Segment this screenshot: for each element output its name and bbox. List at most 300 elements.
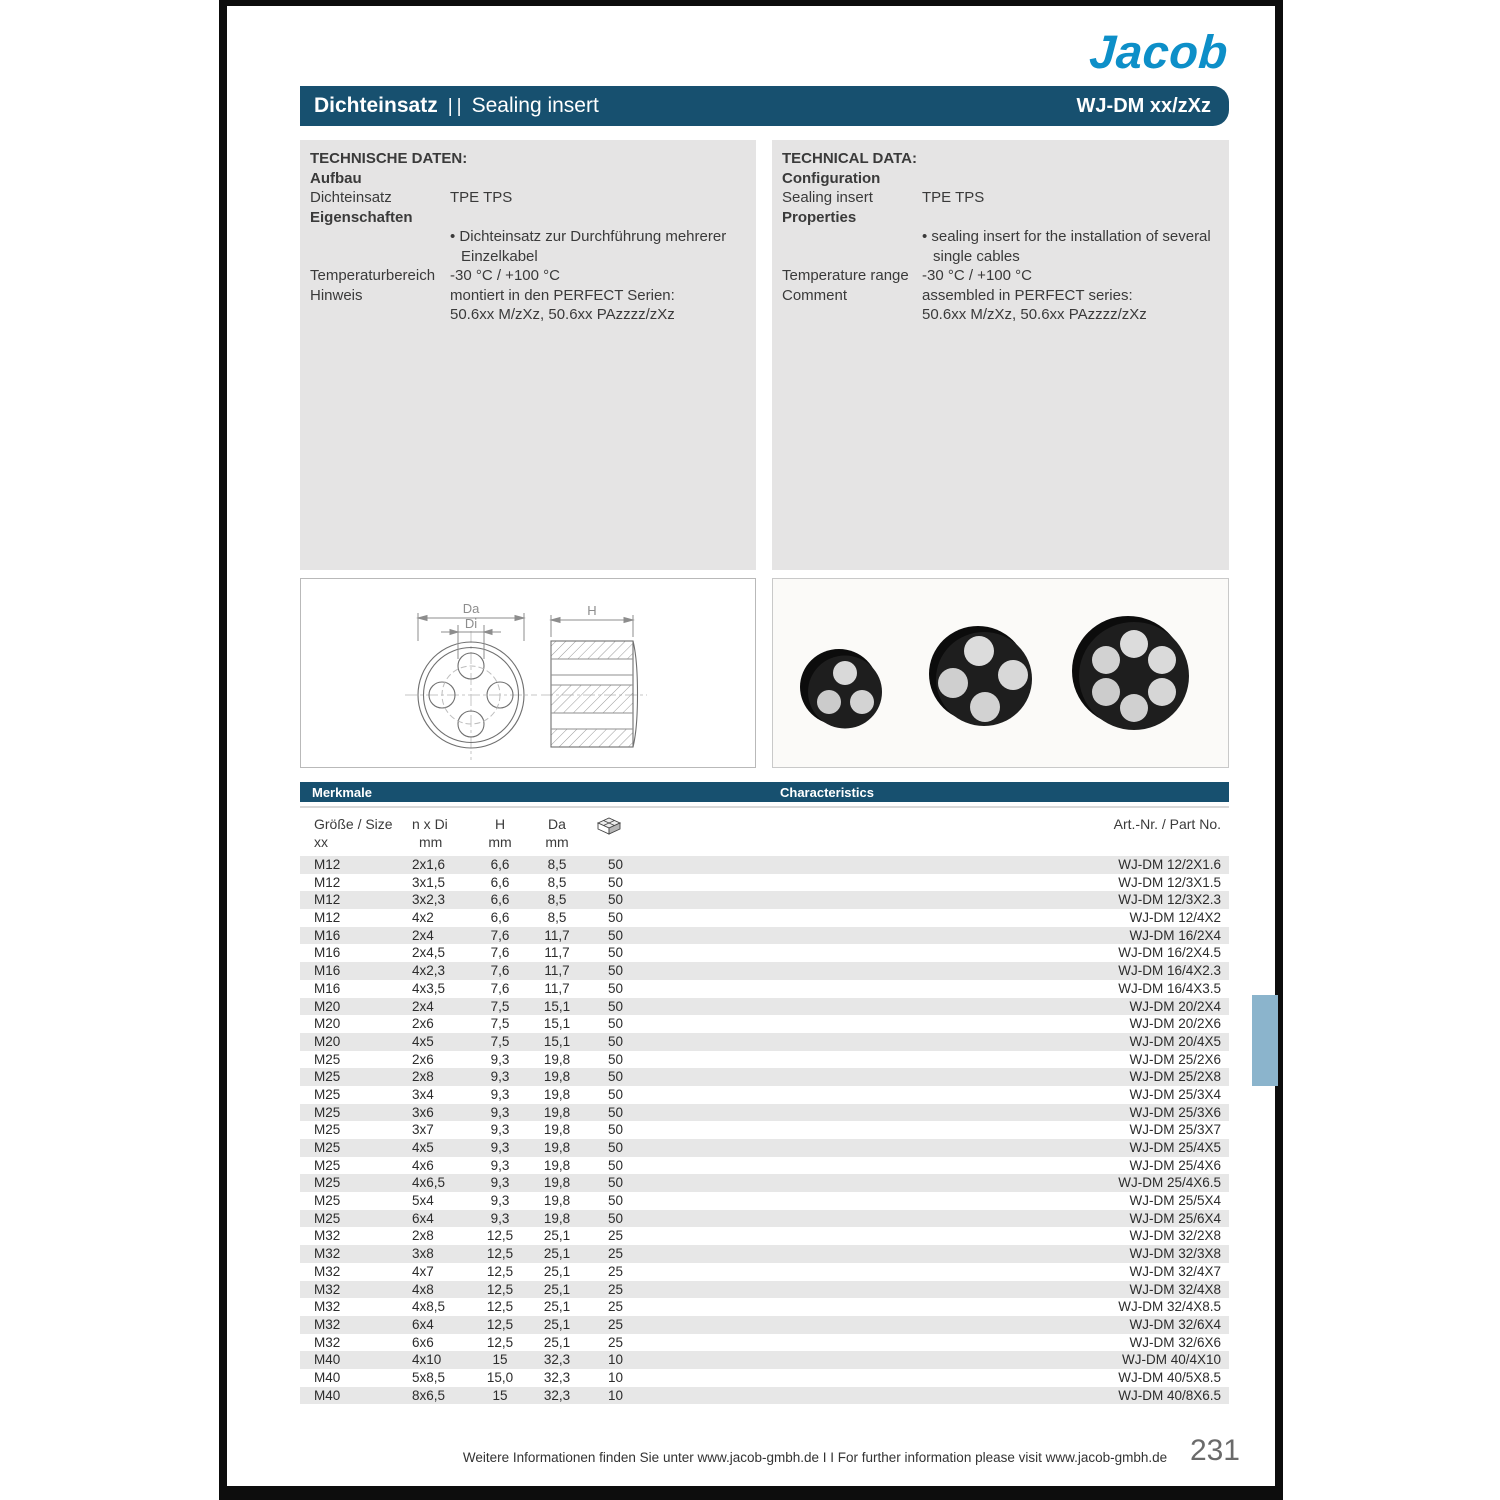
cell-part-no: WJ-DM 25/4X6.5: [1118, 1175, 1221, 1191]
cell-qty: 50: [608, 1069, 624, 1085]
tech-data-label: Configuration: [782, 169, 881, 187]
cell-qty: 50: [608, 892, 624, 908]
cell-size: M20: [314, 1016, 341, 1032]
cell-qty: 25: [608, 1228, 624, 1244]
cell-n-x-di: 8x6,5: [412, 1387, 446, 1403]
tech-data-value: • Dichteinsatz zur Durchführung mehrerer: [450, 228, 727, 245]
cell-qty: 50: [608, 1210, 624, 1226]
cell-size: M16: [314, 945, 341, 961]
cell-da: 15,1: [543, 1016, 571, 1032]
cell-size: M25: [314, 1175, 341, 1191]
cell-qty: 25: [608, 1316, 624, 1332]
cell-qty: 50: [608, 1051, 624, 1067]
cell-h: 12,5: [486, 1316, 514, 1332]
cell-h: 15,0: [486, 1369, 514, 1385]
cell-qty: 10: [608, 1352, 624, 1368]
cell-size: M40: [314, 1352, 341, 1368]
table-row: [300, 1174, 1229, 1192]
tech-data-line: [782, 208, 1219, 228]
table-body: [300, 856, 1229, 1404]
cell-da: 25,1: [543, 1299, 571, 1315]
cell-size: M25: [314, 1051, 341, 1067]
cell-n-x-di: 2x4: [412, 927, 434, 943]
cell-size: M16: [314, 963, 341, 979]
insert-6-holes: [1072, 616, 1189, 730]
cell-da: 32,3: [543, 1352, 571, 1368]
tech-data-value: [450, 169, 746, 189]
cell-part-no: WJ-DM 40/4X10: [1121, 1352, 1221, 1368]
cell-da: 25,1: [543, 1334, 571, 1350]
product-title-de: Dichteinsatz: [314, 94, 438, 117]
product-photo: [772, 578, 1229, 768]
cell-h: 9,3: [490, 1193, 510, 1209]
cell-part-no: WJ-DM 12/4X2: [1129, 910, 1221, 926]
table-row: [300, 1086, 1229, 1104]
cell-part-no: WJ-DM 16/4X3.5: [1118, 980, 1221, 996]
title-bar: [300, 86, 1229, 126]
cell-n-x-di: 4x5: [412, 1033, 434, 1049]
table-row: [300, 1139, 1229, 1157]
cell-size: M20: [314, 998, 341, 1014]
cell-da: 15,1: [543, 998, 571, 1014]
cell-qty: 50: [608, 910, 624, 926]
cell-part-no: WJ-DM 32/2X8: [1129, 1228, 1221, 1244]
cell-qty: 50: [608, 1157, 624, 1173]
cell-n-x-di: 4x8,5: [412, 1299, 446, 1315]
cell-n-x-di: 2x8: [412, 1228, 434, 1244]
cell-h: 12,5: [486, 1228, 514, 1244]
section-label-en: Characteristics: [780, 785, 874, 800]
cell-da: 11,7: [544, 945, 570, 961]
cell-h: 7,6: [490, 927, 510, 943]
cell-qty: 25: [608, 1334, 624, 1350]
cell-size: M12: [314, 857, 341, 872]
cell-size: M25: [314, 1193, 341, 1209]
cell-h: 12,5: [486, 1299, 514, 1315]
cell-n-x-di: 2x4,5: [412, 945, 446, 961]
cell-qty: 25: [608, 1263, 624, 1279]
page-border-left: [219, 0, 227, 1500]
table-row: [300, 1369, 1229, 1387]
cell-part-no: WJ-DM 12/2X1.6: [1118, 857, 1221, 872]
cell-h: 12,5: [486, 1246, 514, 1262]
tech-data-value: [922, 149, 1219, 169]
cell-n-x-di: 2x4: [412, 998, 434, 1014]
cell-part-no: WJ-DM 25/6X4: [1129, 1210, 1221, 1226]
cell-da: 25,1: [543, 1246, 571, 1262]
cell-h: 6,6: [490, 910, 510, 926]
tech-data-line: [310, 305, 746, 325]
table-row: [300, 1298, 1229, 1316]
tech-data-line: [310, 208, 746, 228]
tech-data-label: Temperature range: [782, 267, 909, 284]
tech-data-panel-de: [300, 140, 756, 570]
cell-part-no: WJ-DM 16/2X4.5: [1118, 945, 1221, 961]
tech-data-value: TPE TPS: [450, 189, 513, 206]
cell-h: 6,6: [490, 857, 510, 872]
page-border-right: [1275, 0, 1283, 1500]
cell-size: M20: [314, 1033, 341, 1049]
insert-3-holes: [800, 649, 882, 729]
cell-n-x-di: 3x7: [412, 1122, 434, 1138]
cell-qty: 25: [608, 1299, 624, 1315]
cell-size: M32: [314, 1281, 341, 1297]
cell-n-x-di: 2x8: [412, 1069, 434, 1085]
cell-qty: 50: [608, 945, 624, 961]
cell-da: 19,8: [543, 1175, 571, 1191]
cell-h: 9,3: [490, 1104, 510, 1120]
tech-data-value: • sealing insert for the installation of several: [922, 228, 1211, 245]
table-row: [300, 856, 1229, 874]
cell-da: 19,8: [543, 1157, 571, 1173]
cell-n-x-di: 5x8,5: [412, 1369, 446, 1385]
cell-size: M12: [314, 874, 341, 890]
cell-qty: 50: [608, 1033, 624, 1049]
cell-n-x-di: 2x1,6: [412, 857, 446, 872]
cell-da: 11,7: [544, 980, 570, 996]
table-row: [300, 1157, 1229, 1175]
tech-data-line: [782, 149, 1219, 169]
tech-data-line: [310, 247, 746, 267]
cell-da: 19,8: [543, 1086, 571, 1102]
column-header-part-no: Art.-Nr. / Part No.: [1113, 816, 1221, 832]
dim-label-h: H: [587, 603, 597, 618]
cell-size: M25: [314, 1157, 341, 1173]
cell-part-no: WJ-DM 12/3X2.3: [1118, 892, 1221, 908]
column-header-n-x-di: n x Di mm: [412, 816, 448, 850]
tech-data-value: -30 °C / +100 °C: [450, 267, 560, 284]
cell-size: M12: [314, 892, 341, 908]
cell-qty: 50: [608, 1086, 624, 1102]
cell-n-x-di: 2x6: [412, 1016, 434, 1032]
cell-size: M12: [314, 910, 341, 926]
dim-label-di: Di: [464, 616, 478, 631]
cell-qty: 50: [608, 857, 624, 872]
cell-qty: 50: [608, 980, 624, 996]
title-separator: ||: [447, 96, 466, 117]
cell-n-x-di: 4x6: [412, 1157, 434, 1173]
cell-da: 19,8: [543, 1122, 571, 1138]
cell-qty: 10: [608, 1387, 624, 1403]
page-border-top: [219, 0, 1283, 6]
cell-h: 7,5: [490, 998, 510, 1014]
page-title: [314, 94, 599, 118]
product-code: WJ-DM xx/zXz: [1076, 94, 1211, 117]
table-row: [300, 998, 1229, 1016]
cell-da: 19,8: [543, 1193, 571, 1209]
tech-data-value: montiert in den PERFECT Serien:: [450, 286, 675, 304]
tech-data-line: [310, 169, 746, 189]
column-header-h: H mm: [488, 816, 512, 850]
tech-data-value: 50.6xx M/zXz, 50.6xx PAzzzz/zXz: [922, 306, 1147, 323]
tech-data-value: assembled in PERFECT series:: [922, 286, 1133, 304]
cell-n-x-di: 3x1,5: [412, 874, 446, 890]
cell-part-no: WJ-DM 32/3X8: [1129, 1246, 1221, 1262]
tech-data-line: [310, 227, 746, 247]
cell-part-no: WJ-DM 25/4X6: [1129, 1157, 1221, 1173]
table-header: [300, 806, 1229, 856]
cell-qty: 50: [608, 1193, 624, 1209]
cell-h: 6,6: [490, 892, 510, 908]
tech-data-line: [782, 227, 1219, 247]
table-row: [300, 1227, 1229, 1245]
cell-size: M32: [314, 1316, 341, 1332]
table-row: [300, 1033, 1229, 1051]
cell-size: M25: [314, 1086, 341, 1102]
tech-data-label: Temperaturbereich: [310, 267, 436, 284]
cell-size: M25: [314, 1210, 341, 1226]
cell-qty: 50: [608, 1016, 624, 1032]
cell-da: 32,3: [543, 1387, 571, 1403]
cell-part-no: WJ-DM 25/3X7: [1129, 1122, 1221, 1138]
tech-data-line: [310, 286, 746, 306]
cell-n-x-di: 4x7: [412, 1263, 434, 1279]
tech-data-line: [310, 266, 746, 286]
cell-n-x-di: 3x2,3: [412, 892, 446, 908]
cell-size: M16: [314, 980, 341, 996]
cell-h: 12,5: [486, 1334, 514, 1350]
tech-data-line: [782, 169, 1219, 189]
table-row: [300, 1387, 1229, 1405]
cell-qty: 25: [608, 1281, 624, 1297]
footer-note: Weitere Informationen finden Sie unter www.jacob-gmbh.de I I For further information please visit www.jacob-gmbh.de: [462, 1450, 1168, 1465]
tech-data-value: single cables: [933, 247, 1020, 265]
cell-size: M32: [314, 1263, 341, 1279]
cell-qty: 50: [608, 1140, 624, 1155]
cell-n-x-di: 2x6: [412, 1051, 434, 1067]
table-row: [300, 1351, 1229, 1369]
cell-part-no: WJ-DM 16/2X4: [1129, 927, 1221, 943]
cell-da: 32,3: [543, 1369, 571, 1385]
cell-part-no: WJ-DM 16/4X2.3: [1118, 963, 1221, 979]
cell-n-x-di: 5x4: [412, 1193, 434, 1209]
insert-4-holes: [929, 626, 1032, 726]
tech-data-label: TECHNISCHE DATEN:: [310, 150, 468, 167]
cell-n-x-di: 4x2: [412, 910, 434, 926]
cell-n-x-di: 4x8: [412, 1281, 434, 1297]
cell-da: 11,7: [544, 927, 570, 943]
cell-h: 9,3: [490, 1051, 510, 1067]
cell-da: 15,1: [543, 1033, 571, 1049]
tech-data-label: [782, 247, 922, 267]
table-row: [300, 1015, 1229, 1033]
table-row: [300, 1192, 1229, 1210]
cell-h: 9,3: [490, 1069, 510, 1085]
cell-da: 25,1: [543, 1228, 571, 1244]
cell-n-x-di: 4x3,5: [412, 980, 446, 996]
tech-data-label: Dichteinsatz: [310, 189, 392, 206]
tech-data-label: [782, 227, 922, 247]
tech-data-label: Sealing insert: [782, 189, 873, 206]
cell-n-x-di: 6x4: [412, 1316, 434, 1332]
cell-h: 7,6: [490, 963, 510, 979]
table-row: [300, 909, 1229, 927]
cell-part-no: WJ-DM 25/3X4: [1129, 1086, 1221, 1102]
table-row: [300, 927, 1229, 945]
cell-size: M25: [314, 1122, 341, 1138]
cell-part-no: WJ-DM 20/2X4: [1129, 998, 1221, 1014]
cell-qty: 50: [608, 874, 624, 890]
cell-h: 9,3: [490, 1140, 510, 1155]
sealing-inserts-photo: [773, 579, 1228, 767]
cell-h: 7,6: [490, 980, 510, 996]
cell-part-no: WJ-DM 20/2X6: [1129, 1016, 1221, 1032]
table-row: [300, 1210, 1229, 1228]
dim-label-da: Da: [462, 601, 480, 616]
table-row: [300, 944, 1229, 962]
cell-n-x-di: 6x4: [412, 1210, 434, 1226]
column-header-da: Da mm: [545, 816, 569, 850]
cell-n-x-di: 4x6,5: [412, 1175, 446, 1191]
cell-da: 19,8: [543, 1210, 571, 1226]
tech-data-value: 50.6xx M/zXz, 50.6xx PAzzzz/zXz: [450, 306, 675, 323]
cell-qty: 50: [608, 1122, 624, 1138]
tech-data-value: -30 °C / +100 °C: [922, 267, 1032, 284]
cell-part-no: WJ-DM 20/4X5: [1129, 1033, 1221, 1049]
cell-part-no: WJ-DM 32/4X7: [1129, 1263, 1221, 1279]
tech-data-line: [782, 286, 1219, 306]
table-section-bar: [300, 782, 1229, 802]
tech-data-value: [450, 208, 746, 228]
cell-h: 12,5: [486, 1281, 514, 1297]
cell-part-no: WJ-DM 32/4X8: [1129, 1281, 1221, 1297]
cell-h: 7,6: [490, 945, 510, 961]
cell-n-x-di: 3x4: [412, 1086, 434, 1102]
cell-qty: 50: [608, 1104, 624, 1120]
table-row: [300, 1051, 1229, 1069]
table-row: [300, 1121, 1229, 1139]
section-label-de: Merkmale: [312, 785, 372, 800]
cell-part-no: WJ-DM 40/8X6.5: [1118, 1387, 1221, 1403]
cell-da: 8,5: [547, 857, 567, 872]
tech-data-label: Comment: [782, 286, 848, 304]
cell-qty: 10: [608, 1369, 624, 1385]
table-row: [300, 891, 1229, 909]
cell-size: M32: [314, 1334, 341, 1350]
tech-data-line: [310, 149, 746, 169]
tech-data-value: Einzelkabel: [461, 247, 538, 265]
tech-data-value: TPE TPS: [922, 189, 985, 206]
cell-da: 25,1: [543, 1281, 571, 1297]
column-header-packaging: [586, 815, 690, 856]
cell-da: 25,1: [543, 1263, 571, 1279]
tech-data-line: [782, 247, 1219, 267]
cell-part-no: WJ-DM 32/6X6: [1129, 1334, 1221, 1350]
cell-da: 8,5: [547, 874, 567, 890]
cell-qty: 25: [608, 1246, 624, 1262]
tech-data-label: Eigenschaften: [310, 208, 413, 226]
cell-part-no: WJ-DM 25/5X4: [1129, 1193, 1221, 1209]
tech-data-label: [310, 227, 450, 247]
tech-data-value: [922, 169, 1219, 189]
cell-h: 7,5: [490, 1016, 510, 1032]
cell-part-no: WJ-DM 25/4X5: [1129, 1140, 1221, 1155]
cell-da: 8,5: [547, 892, 567, 908]
table-row: [300, 980, 1229, 998]
cell-qty: 50: [608, 998, 624, 1014]
cell-da: 8,5: [547, 910, 567, 926]
cell-h: 6,6: [490, 874, 510, 890]
dimension-drawing: [301, 579, 755, 767]
table-row: [300, 1245, 1229, 1263]
cell-part-no: WJ-DM 32/4X8.5: [1118, 1299, 1221, 1315]
table-row: [300, 1104, 1229, 1122]
cell-h: 15: [492, 1352, 508, 1368]
cell-size: M25: [314, 1069, 341, 1085]
tech-data-line: [310, 188, 746, 208]
cell-size: M32: [314, 1246, 341, 1262]
cell-qty: 50: [608, 963, 624, 979]
cell-part-no: WJ-DM 40/5X8.5: [1118, 1369, 1221, 1385]
tech-data-panel-en: [772, 140, 1229, 570]
cell-h: 9,3: [490, 1210, 510, 1226]
cell-h: 15: [492, 1387, 508, 1403]
cell-size: M40: [314, 1369, 341, 1385]
tech-data-label: Aufbau: [310, 169, 362, 187]
product-title-en: Sealing insert: [471, 94, 599, 117]
cell-size: M32: [314, 1299, 341, 1315]
tech-data-label: [782, 305, 922, 325]
tech-data-label: [310, 305, 450, 325]
page-edge-tab: [1252, 995, 1278, 1086]
cell-size: M32: [314, 1228, 341, 1244]
tech-data-label: TECHNICAL DATA:: [782, 150, 917, 167]
tech-data-label: Properties: [782, 208, 857, 226]
technical-drawing: [300, 578, 756, 768]
cell-n-x-di: 6x6: [412, 1334, 434, 1350]
cell-part-no: WJ-DM 25/3X6: [1129, 1104, 1221, 1120]
cell-n-x-di: 3x6: [412, 1104, 434, 1120]
table-row: [300, 1068, 1229, 1086]
cell-da: 19,8: [543, 1069, 571, 1085]
cell-part-no: WJ-DM 25/2X6: [1129, 1051, 1221, 1067]
cell-n-x-di: 4x10: [412, 1352, 442, 1368]
cell-h: 7,5: [490, 1033, 510, 1049]
column-header-size: Größe / Size xx: [314, 816, 393, 850]
cell-qty: 50: [608, 1175, 624, 1191]
tech-data-line: [782, 305, 1219, 325]
tech-data-line: [782, 266, 1219, 286]
cell-da: 19,8: [543, 1051, 571, 1067]
cell-part-no: WJ-DM 12/3X1.5: [1118, 874, 1221, 890]
brand-logo: Jacob: [1087, 25, 1230, 78]
cell-n-x-di: 4x5: [412, 1140, 434, 1155]
cell-size: M16: [314, 927, 341, 943]
table-row: [300, 1334, 1229, 1352]
cell-part-no: WJ-DM 25/2X8: [1129, 1069, 1221, 1085]
cell-da: 19,8: [543, 1104, 571, 1120]
cell-part-no: WJ-DM 32/6X4: [1129, 1316, 1221, 1332]
tech-data-label: Hinweis: [310, 286, 363, 304]
tech-data-value: [922, 208, 1219, 228]
cell-qty: 50: [608, 927, 624, 943]
package-icon: [596, 815, 622, 835]
cell-n-x-di: 4x2,3: [412, 963, 446, 979]
cell-size: M40: [314, 1387, 341, 1403]
cell-h: 9,3: [490, 1175, 510, 1191]
cell-size: M25: [314, 1104, 341, 1120]
tech-data-value: [467, 149, 746, 169]
table-row: [300, 1263, 1229, 1281]
page-number: 231: [1189, 1434, 1240, 1467]
cell-da: 11,7: [544, 963, 570, 979]
page-border-bottom: [219, 1486, 1283, 1500]
table-row: [300, 1316, 1229, 1334]
cell-size: M25: [314, 1140, 341, 1155]
table-row: [300, 962, 1229, 980]
cell-da: 19,8: [543, 1140, 571, 1155]
tech-data-line: [782, 188, 1219, 208]
